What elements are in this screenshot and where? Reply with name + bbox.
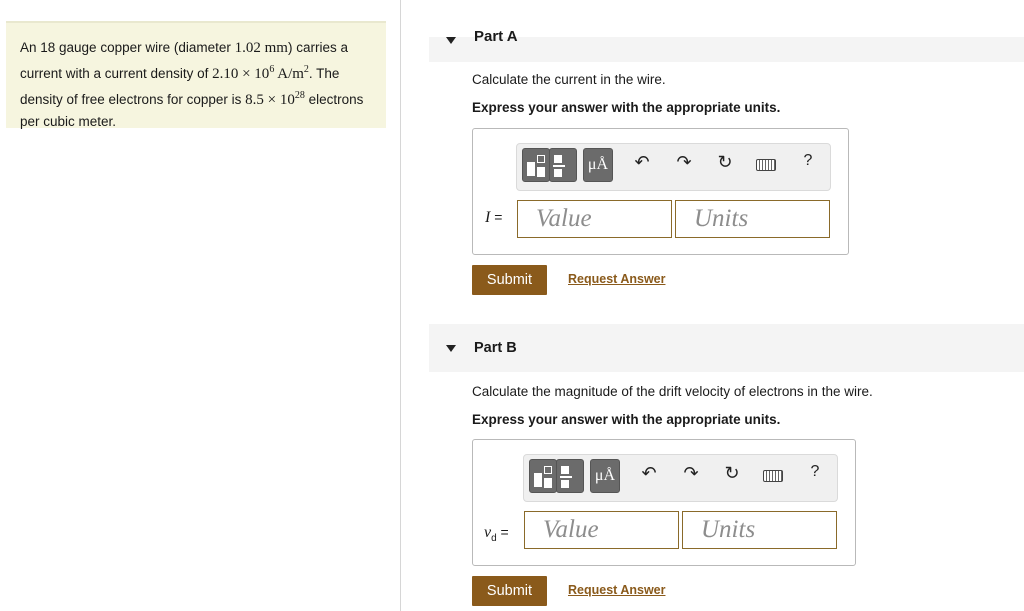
undo-icon[interactable]: ↶ — [634, 152, 650, 172]
templates-fraction-icon[interactable] — [556, 459, 584, 493]
units-icon[interactable]: μÅ — [590, 459, 620, 493]
collapse-caret-icon[interactable] — [446, 345, 456, 352]
density-unit-exponent: 2 — [303, 64, 309, 75]
part-b-question: Calculate the magnitude of the drift velocity of electrons in the wire. — [472, 384, 873, 399]
keyboard-icon[interactable] — [763, 470, 783, 482]
value-input[interactable]: Value — [524, 511, 679, 549]
problem-text-part: ) carries a current with a current density of — [20, 40, 348, 81]
help-icon[interactable]: ? — [803, 152, 813, 169]
problem-text — [20, 37, 372, 132]
units-icon[interactable]: μÅ — [583, 148, 613, 182]
part-a-title: Part A — [474, 28, 518, 45]
equals-sign: = — [496, 524, 509, 540]
electron-density-value — [245, 92, 305, 108]
variable-symbol: v — [484, 524, 492, 541]
problem-text-part: electrons per cubic meter. — [20, 92, 364, 129]
submit-button[interactable]: Submit — [472, 576, 547, 606]
templates-icon[interactable] — [529, 459, 557, 493]
help-icon[interactable]: ? — [810, 463, 820, 480]
variable-label — [485, 209, 502, 227]
part-a-question: Calculate the current in the wire. — [472, 72, 666, 87]
part-b-instruction: Express your answer with the appropriate units. — [472, 412, 781, 427]
problem-statement — [6, 21, 386, 128]
variable-subscript: d — [491, 532, 497, 544]
part-b-header[interactable] — [429, 324, 1024, 372]
units-input[interactable]: Units — [675, 200, 830, 238]
request-answer-link[interactable]: Request Answer — [568, 272, 666, 286]
reset-icon[interactable]: ↻ — [717, 152, 733, 172]
current-density-value — [212, 66, 309, 82]
part-a-header[interactable] — [429, 28, 1024, 62]
value-input[interactable]: Value — [517, 200, 672, 238]
request-answer-link[interactable]: Request Answer — [568, 583, 666, 597]
density-unit: A/m — [274, 66, 304, 82]
undo-icon[interactable]: ↶ — [641, 463, 657, 483]
keyboard-icon[interactable] — [756, 159, 776, 171]
density-base: 2.10 × 10 — [212, 66, 270, 82]
templates-fraction-icon[interactable] — [549, 148, 577, 182]
density-exponent: 6 — [269, 64, 275, 75]
diameter-value: 1.02 mm — [234, 40, 288, 56]
electron-base: 8.5 × 10 — [245, 92, 295, 108]
reset-icon[interactable]: ↻ — [724, 463, 740, 483]
units-input[interactable]: Units — [682, 511, 837, 549]
variable-label — [484, 524, 509, 544]
part-b-title: Part B — [474, 340, 517, 356]
problem-text-part: . The density of free electrons for copper is — [20, 66, 340, 107]
equals-sign: = — [490, 209, 503, 225]
variable-symbol: I — [485, 209, 491, 226]
templates-icon[interactable] — [522, 148, 550, 182]
redo-icon[interactable]: ↷ — [676, 152, 692, 172]
math-toolbar — [523, 454, 838, 502]
collapse-caret-icon[interactable] — [446, 37, 456, 44]
part-a-instruction: Express your answer with the appropriate units. — [472, 100, 781, 115]
part-a-answer-box — [472, 128, 849, 255]
electron-exponent: 28 — [294, 90, 305, 101]
part-b-answer-box — [472, 439, 856, 566]
problem-text-part: An 18 gauge copper wire (diameter — [20, 40, 235, 55]
problem-panel — [0, 0, 401, 611]
redo-icon[interactable]: ↷ — [683, 463, 699, 483]
submit-button[interactable]: Submit — [472, 265, 547, 295]
math-toolbar — [516, 143, 831, 191]
